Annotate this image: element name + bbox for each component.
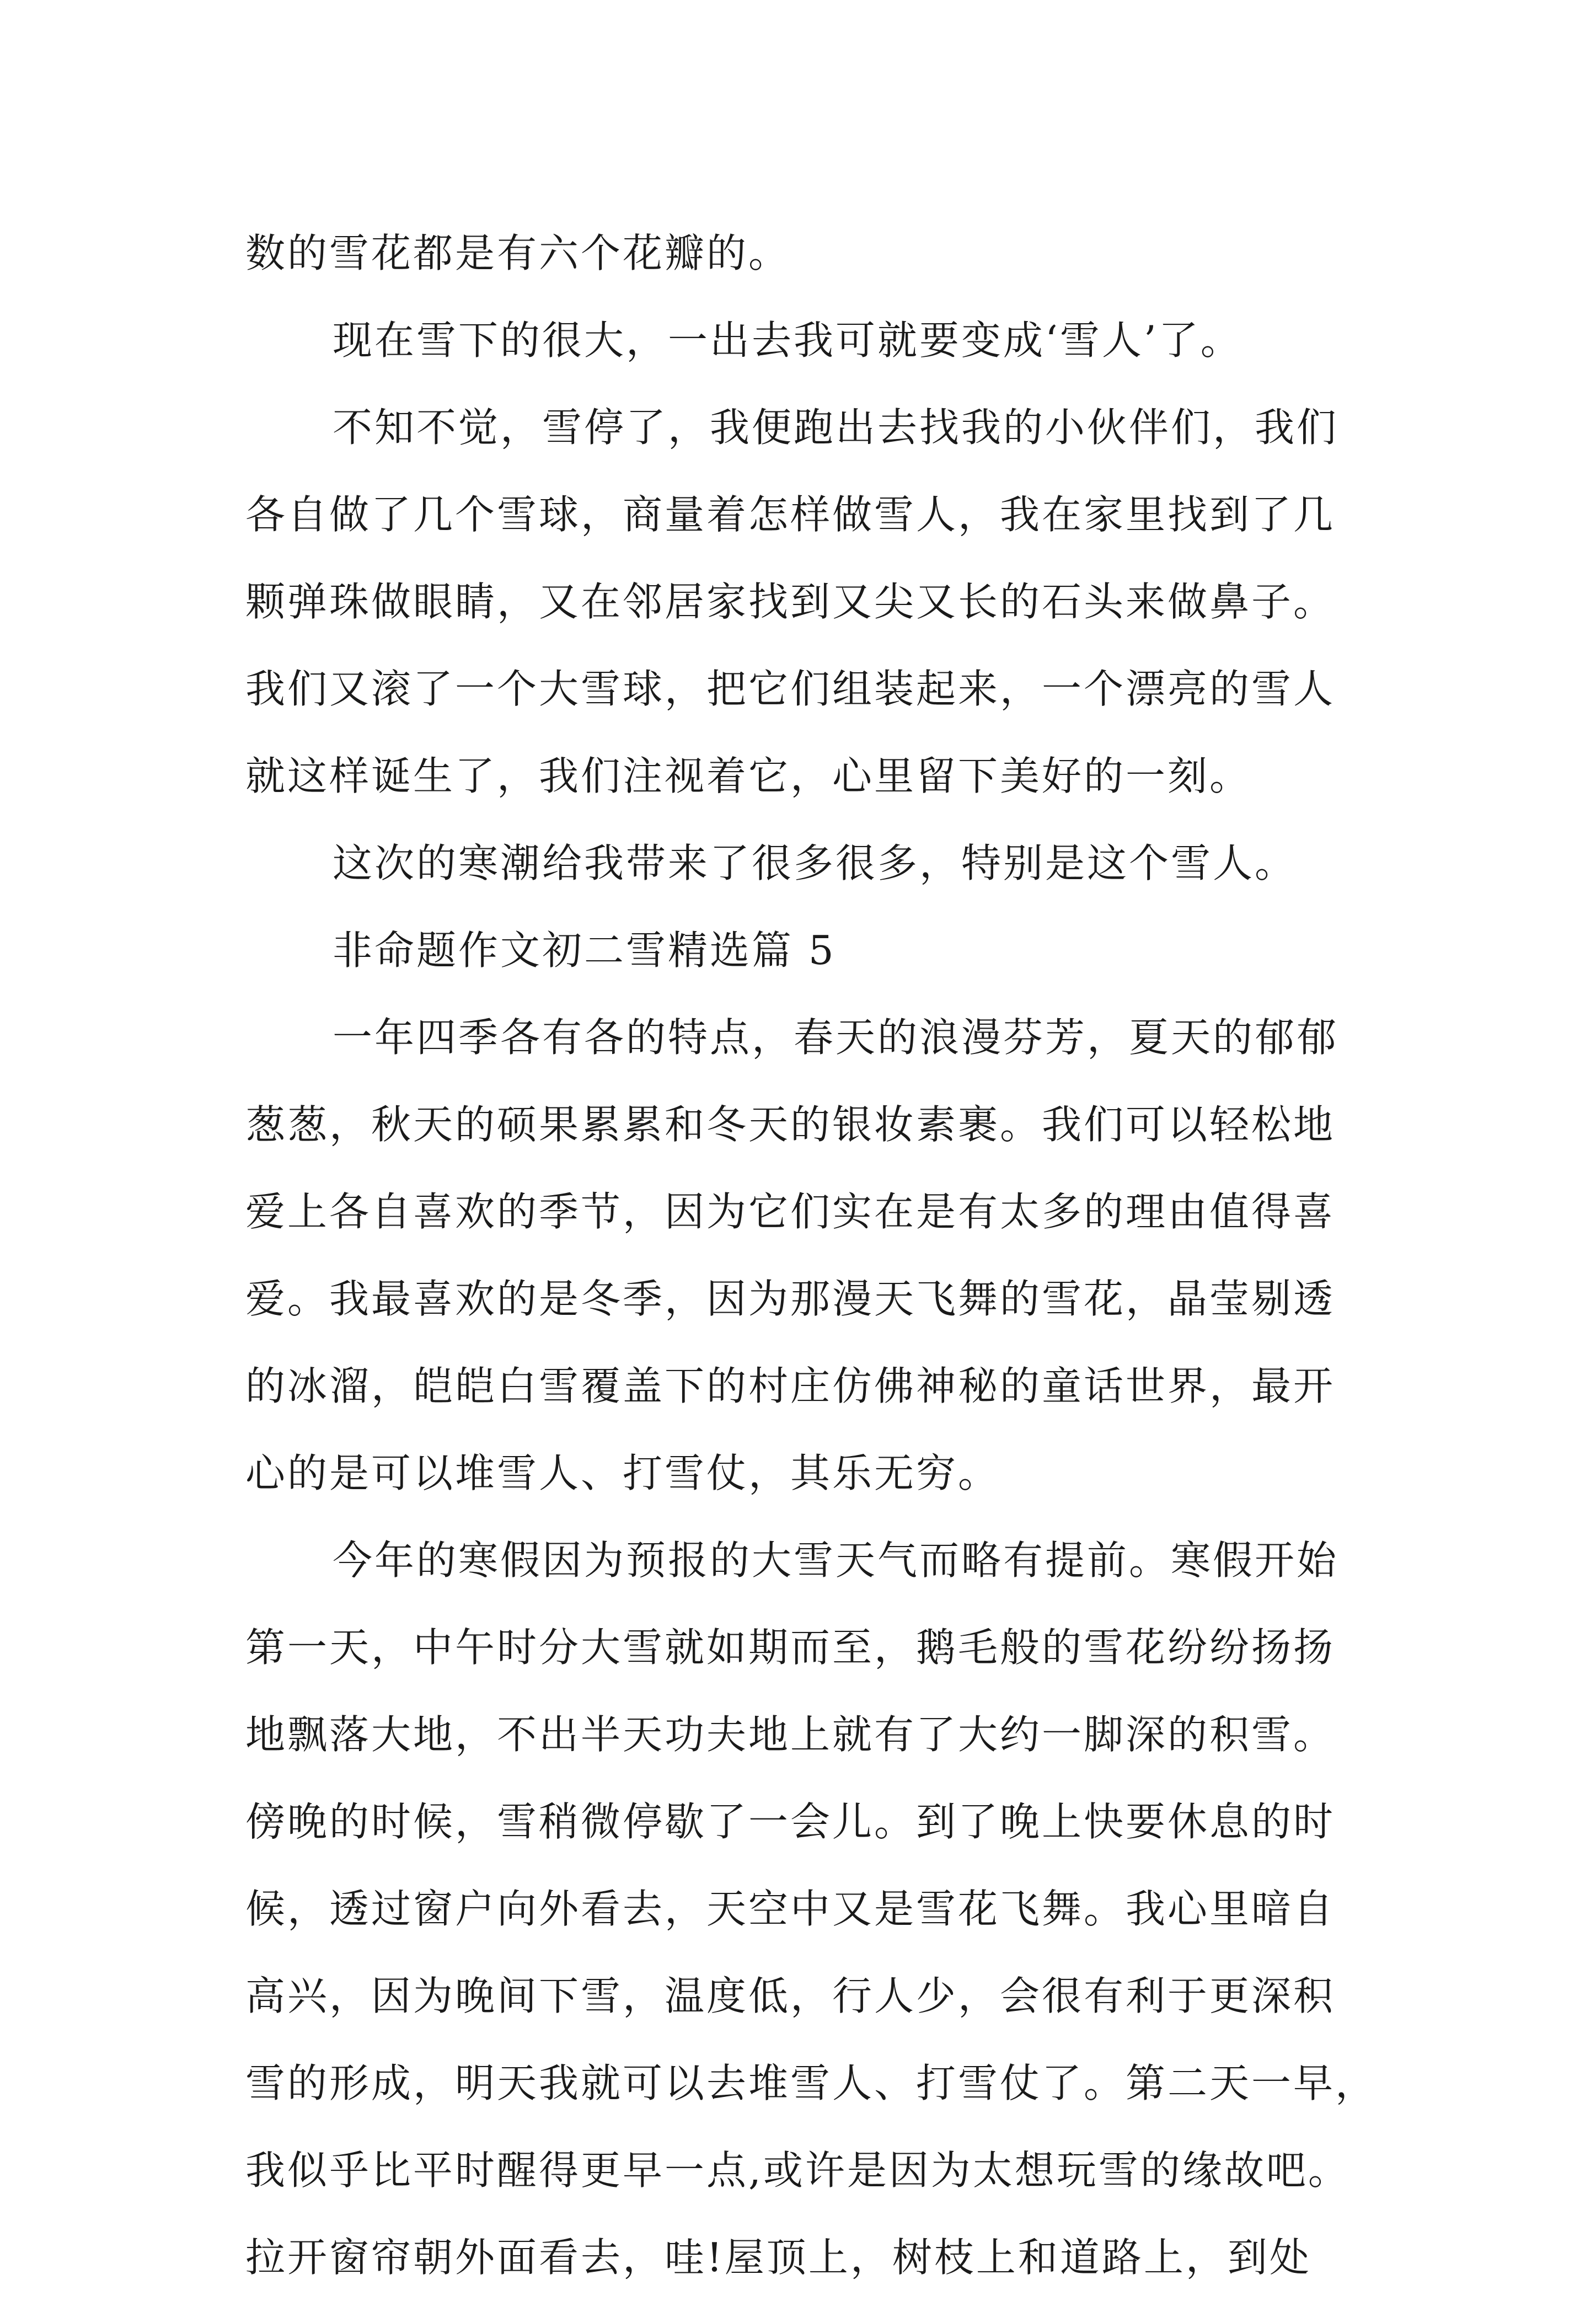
text-line: 候，透过窗户向外看去，天空中又是雪花飞舞。我心里暗自: [245, 1886, 1336, 1932]
text-line: 这次的寒潮给我带来了很多很多，特别是这个雪人。: [333, 840, 1297, 886]
text-line: 数的雪花都是有六个花瓣的。: [245, 230, 791, 276]
text-line: 地飘落大地，不出半天功夫地上就有了大约一脚深的积雪。: [245, 1711, 1336, 1758]
section-heading: 非命题作文初二雪精选篇 5: [333, 927, 836, 973]
document-body: [245, 210, 1378, 2301]
text-line: 爱。我最喜欢的是冬季，因为那漫天飞舞的雪花，晶莹剔透: [245, 1276, 1336, 1322]
text-line: 高兴，因为晚间下雪，温度低，行人少，会很有利于更深积: [245, 1973, 1336, 2019]
text-line: 各自做了几个雪球，商量着怎样做雪人，我在家里找到了几: [245, 491, 1336, 538]
text-line: 就这样诞生了，我们注视着它，心里留下美好的一刻。: [245, 753, 1252, 799]
text-line: 第一天，中午时分大雪就如期而至，鹅毛般的雪花纷纷扬扬: [245, 1624, 1336, 1671]
text-line: 的冰溜，皑皑白雪覆盖下的村庄仿佛神秘的童话世界，最开: [245, 1363, 1336, 1409]
text-line: 傍晚的时候，雪稍微停歇了一会儿。到了晚上快要休息的时: [245, 1799, 1336, 1845]
text-line: 我们又滚了一个大雪球，把它们组装起来，一个漂亮的雪人: [245, 666, 1336, 712]
text-line: 爱上各自喜欢的季节，因为它们实在是有太多的理由值得喜: [245, 1189, 1336, 1235]
text-line: 不知不觉，雪停了，我便跑出去找我的小伙伴们，我们: [333, 404, 1339, 451]
text-line: 今年的寒假因为预报的大雪天气而略有提前。寒假开始: [333, 1537, 1339, 1583]
text-line: 现在雪下的很大，一出去我可就要变成‘雪人’了。: [333, 317, 1242, 363]
text-line: 颗弹珠做眼睛，又在邻居家找到又尖又长的石头来做鼻子。: [245, 579, 1336, 625]
text-line: 雪的形成，明天我就可以去堆雪人、打雪仗了。第二天一早，: [245, 2060, 1378, 2106]
text-line: 一年四季各有各的特点，春天的浪漫芬芳，夏天的郁郁: [333, 1014, 1339, 1061]
text-line: 葱葱，秋天的硕果累累和冬天的银妆素裹。我们可以轻松地: [245, 1101, 1336, 1148]
text-line: 心的是可以堆雪人、打雪仗，其乐无穷。: [245, 1450, 1000, 1496]
text-line: 我似乎比平时醒得更早一点,或许是因为太想玩雪的缘故吧。: [245, 2147, 1350, 2193]
text-line: 拉开窗帘朝外面看去，哇!屋顶上，树枝上和道路上，到处: [245, 2234, 1311, 2281]
